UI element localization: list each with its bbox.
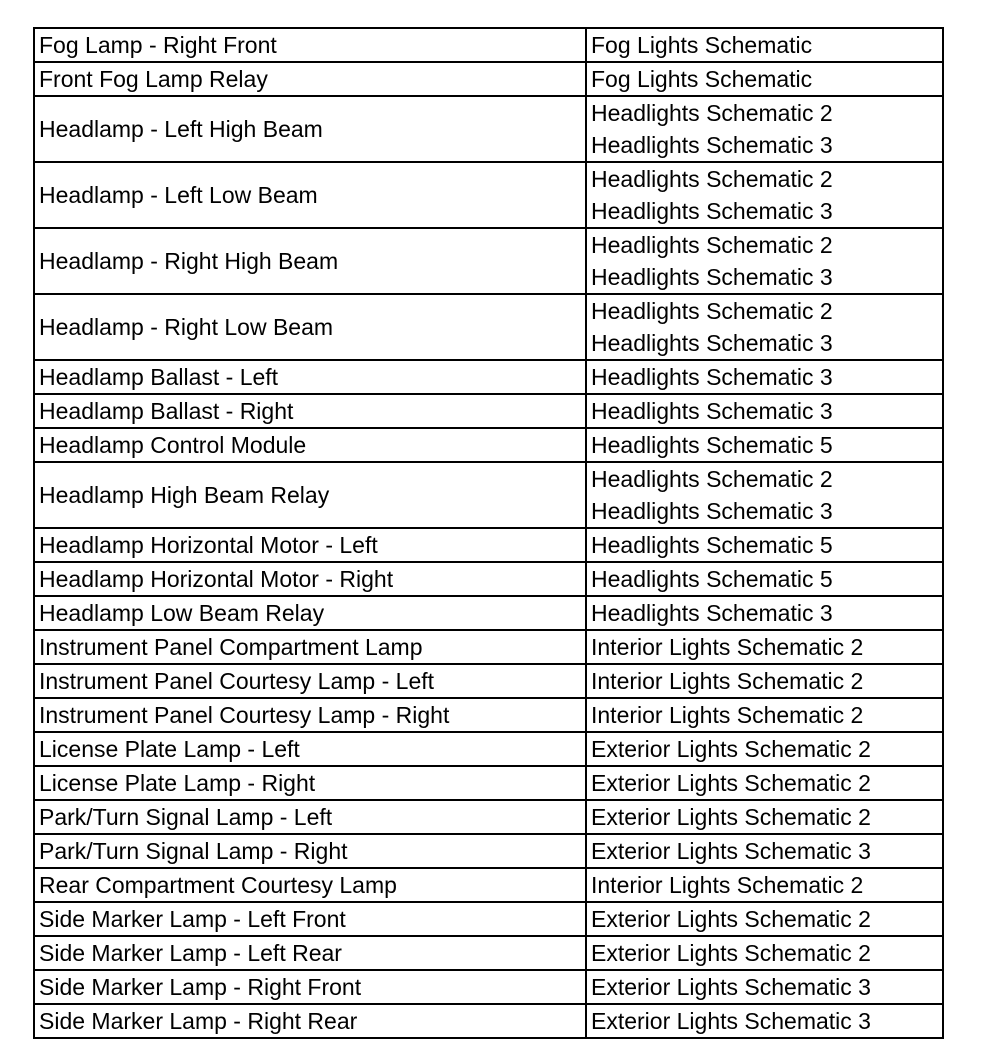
- schematic-ref: Headlights Schematic 3: [591, 132, 833, 158]
- component-name-cell: License Plate Lamp - Right: [34, 766, 586, 800]
- table-row: [34, 462, 943, 528]
- table-row: [34, 528, 943, 562]
- table-row: [34, 630, 943, 664]
- component-name-cell: Headlamp Horizontal Motor - Left: [34, 528, 586, 562]
- component-name-cell: Headlamp - Left High Beam: [34, 96, 586, 162]
- schematic-ref: Headlights Schematic 2: [591, 232, 833, 258]
- schematic-ref: Exterior Lights Schematic 2: [591, 940, 871, 966]
- table-row: [34, 596, 943, 630]
- schematic-ref: Headlights Schematic 5: [591, 432, 833, 458]
- schematic-ref: Interior Lights Schematic 2: [591, 702, 864, 728]
- component-name-cell: Headlamp Ballast - Left: [34, 360, 586, 394]
- schematic-ref: Headlights Schematic 3: [591, 264, 833, 290]
- component-name-cell: Rear Compartment Courtesy Lamp: [34, 868, 586, 902]
- schematic-ref: Exterior Lights Schematic 3: [591, 974, 871, 1000]
- schematic-ref: Headlights Schematic 3: [591, 398, 833, 424]
- schematic-ref: Headlights Schematic 5: [591, 566, 833, 592]
- component-name-cell: Side Marker Lamp - Right Front: [34, 970, 586, 1004]
- schematic-ref-cell: [586, 664, 943, 698]
- schematic-ref: Headlights Schematic 2: [591, 466, 833, 492]
- table-row: [34, 428, 943, 462]
- schematic-ref-cell: [586, 1004, 943, 1038]
- table-row: [34, 62, 943, 96]
- schematic-ref-cell: [586, 766, 943, 800]
- table-row: [34, 294, 943, 360]
- table-row: [34, 228, 943, 294]
- component-name-cell: Headlamp Horizontal Motor - Right: [34, 562, 586, 596]
- schematic-ref-cell: [586, 162, 943, 228]
- table-row: [34, 698, 943, 732]
- table-row: [34, 902, 943, 936]
- table-row: [34, 162, 943, 228]
- table-row: [34, 868, 943, 902]
- table-row: [34, 28, 943, 62]
- schematic-ref: Exterior Lights Schematic 3: [591, 1008, 871, 1034]
- table-row: [34, 96, 943, 162]
- component-name-cell: Headlamp - Right High Beam: [34, 228, 586, 294]
- schematic-ref-cell: [586, 630, 943, 664]
- table-row: [34, 394, 943, 428]
- table-row: [34, 834, 943, 868]
- schematic-ref-cell: [586, 936, 943, 970]
- schematic-ref: Exterior Lights Schematic 2: [591, 906, 871, 932]
- component-name-cell: Instrument Panel Courtesy Lamp - Left: [34, 664, 586, 698]
- table-row: [34, 360, 943, 394]
- schematic-ref-cell: [586, 902, 943, 936]
- schematic-ref-cell: [586, 868, 943, 902]
- schematic-ref: Fog Lights Schematic: [591, 32, 813, 58]
- schematic-ref: Exterior Lights Schematic 3: [591, 838, 871, 864]
- table-body: [34, 28, 943, 1038]
- schematic-ref: Fog Lights Schematic: [591, 66, 813, 92]
- table-row: [34, 970, 943, 1004]
- table-row: [34, 800, 943, 834]
- schematic-ref: Interior Lights Schematic 2: [591, 872, 864, 898]
- schematic-ref: Exterior Lights Schematic 2: [591, 770, 871, 796]
- schematic-ref-cell: [586, 800, 943, 834]
- component-name-cell: Headlamp Control Module: [34, 428, 586, 462]
- component-name-cell: Park/Turn Signal Lamp - Left: [34, 800, 586, 834]
- component-name-cell: Headlamp Low Beam Relay: [34, 596, 586, 630]
- component-name-cell: Headlamp - Left Low Beam: [34, 162, 586, 228]
- component-name-cell: Headlamp Ballast - Right: [34, 394, 586, 428]
- schematic-ref: Exterior Lights Schematic 2: [591, 736, 871, 762]
- component-name-cell: Headlamp High Beam Relay: [34, 462, 586, 528]
- component-name-cell: Instrument Panel Courtesy Lamp - Right: [34, 698, 586, 732]
- schematic-ref: Interior Lights Schematic 2: [591, 668, 864, 694]
- component-name-cell: License Plate Lamp - Left: [34, 732, 586, 766]
- component-schematic-table: [33, 27, 944, 1039]
- component-name-cell: Headlamp - Right Low Beam: [34, 294, 586, 360]
- schematic-ref: Headlights Schematic 5: [591, 532, 833, 558]
- component-name-cell: Side Marker Lamp - Right Rear: [34, 1004, 586, 1038]
- schematic-ref: Headlights Schematic 3: [591, 498, 833, 524]
- schematic-ref-cell: [586, 96, 943, 162]
- schematic-ref-cell: [586, 360, 943, 394]
- schematic-ref: Headlights Schematic 3: [591, 600, 833, 626]
- schematic-ref-cell: [586, 596, 943, 630]
- component-name-cell: Fog Lamp - Right Front: [34, 28, 586, 62]
- schematic-ref-cell: [586, 834, 943, 868]
- schematic-ref-cell: [586, 428, 943, 462]
- schematic-ref-cell: [586, 228, 943, 294]
- schematic-ref: Interior Lights Schematic 2: [591, 634, 864, 660]
- component-name-cell: Side Marker Lamp - Left Rear: [34, 936, 586, 970]
- schematic-ref: Exterior Lights Schematic 2: [591, 804, 871, 830]
- schematic-ref: Headlights Schematic 2: [591, 100, 833, 126]
- schematic-ref: Headlights Schematic 3: [591, 364, 833, 390]
- table-row: [34, 732, 943, 766]
- schematic-ref-cell: [586, 528, 943, 562]
- schematic-ref-cell: [586, 62, 943, 96]
- schematic-ref: Headlights Schematic 2: [591, 166, 833, 192]
- schematic-ref-cell: [586, 970, 943, 1004]
- schematic-ref-cell: [586, 294, 943, 360]
- component-name-cell: Instrument Panel Compartment Lamp: [34, 630, 586, 664]
- table-row: [34, 936, 943, 970]
- table-row: [34, 664, 943, 698]
- component-name-cell: Side Marker Lamp - Left Front: [34, 902, 586, 936]
- schematic-ref-cell: [586, 28, 943, 62]
- schematic-ref: Headlights Schematic 2: [591, 298, 833, 324]
- schematic-ref: Headlights Schematic 3: [591, 198, 833, 224]
- table-row: [34, 766, 943, 800]
- table-row: [34, 562, 943, 596]
- component-name-cell: Park/Turn Signal Lamp - Right: [34, 834, 586, 868]
- schematic-ref: Headlights Schematic 3: [591, 330, 833, 356]
- schematic-ref-cell: [586, 698, 943, 732]
- schematic-ref-cell: [586, 394, 943, 428]
- schematic-ref-cell: [586, 732, 943, 766]
- table-row: [34, 1004, 943, 1038]
- schematic-ref-cell: [586, 562, 943, 596]
- component-name-cell: Front Fog Lamp Relay: [34, 62, 586, 96]
- schematic-ref-cell: [586, 462, 943, 528]
